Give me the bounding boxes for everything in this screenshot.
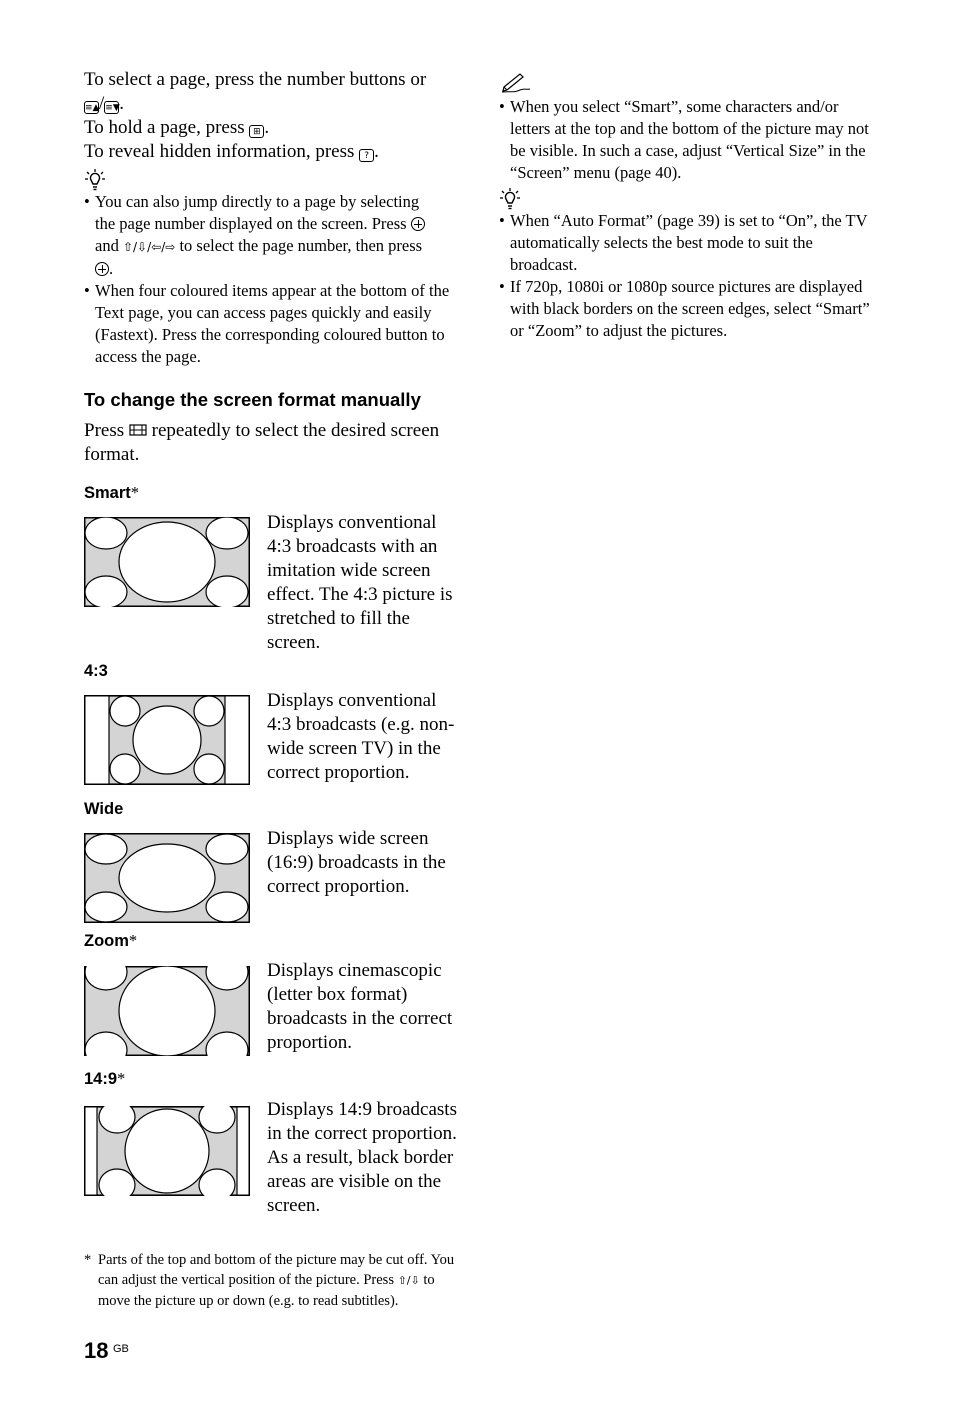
format-description-14-9: Displays 14:9 broadcasts in the correct proportion. As a result, black border areas are visible on the screen. — [267, 1099, 457, 1216]
page-up-icon: ≡▲ — [85, 103, 100, 113]
section-heading: To change the screen format manually — [84, 389, 421, 410]
14-9-format-diagram — [84, 1106, 250, 1196]
wide-format-diagram — [84, 833, 250, 923]
format-description-smart: Displays conventional 4:3 broadcasts with an imitation wide screen effect. The 4:3 picture is stretched to fill the screen. — [267, 512, 453, 653]
zoom-format-diagram — [84, 966, 250, 1056]
teletext-instructions — [84, 68, 456, 164]
ok-button-icon — [411, 217, 425, 231]
footnote: * Parts of the top and bottom of the picture may be cut off. You can adjust the vertical position of the picture. Press ⇧/⇩ to move the picture up or down (e.g. to read subtitles). — [84, 1252, 455, 1309]
4-3-format-diagram — [84, 695, 250, 785]
pencil-icon — [500, 72, 532, 94]
list-item: • When “Auto Format” (page 39) is set to “On”, the TV automatically selects the best mode to suit the broadcast. — [499, 211, 868, 274]
format-label-wide: Wide — [84, 800, 124, 818]
format-description-zoom: Displays cinemascopic (letter box format) broadcasts in the correct proportion. — [267, 960, 453, 1053]
arrow-buttons-icon: ⇧/⇩/⇦/⇨ — [122, 240, 176, 254]
page-number: 18 $^{GB}$ — [84, 1338, 129, 1363]
wide-mode-icon — [129, 423, 147, 437]
list-item: • When you select “Smart”, some characters and/or letters at the top and the bottom of the picture may not be visible. In such a case, adjust “Vertical Size” in the “Screen” menu (page 40). — [499, 97, 869, 182]
format-label-smart: Smart* — [84, 483, 140, 502]
reveal-line: To reveal hidden information, press ? . — [84, 141, 379, 162]
list-item: • You can also jump directly to a page by selecting the page number displayed on the screen. Press and ⇧/⇩/⇦/⇨ to select the page number, then press . — [84, 191, 456, 280]
format-label-4-3: 4:3 — [84, 662, 108, 680]
format-description-wide: Displays wide screen (16:9) broadcasts in the correct proportion. — [267, 828, 446, 897]
ok-button-icon — [95, 262, 109, 276]
lightbulb-icon — [84, 168, 106, 192]
tips-list-left — [84, 191, 456, 368]
notes-list-right — [499, 96, 871, 184]
page-down-icon: ≡▼ — [105, 103, 120, 113]
format-label-zoom: Zoom* — [84, 931, 138, 950]
list-item: • If 720p, 1080i or 1080p source pictures are displayed with black borders on the screen edges, select “Smart” or “Zoom” to adjust the pictures. — [499, 277, 870, 340]
hold-page-line: To hold a page, press ⊞ . — [84, 117, 270, 138]
smart-format-diagram — [84, 517, 250, 607]
select-page-line: To select a page, press the number buttons or ≡▲/≡▼. — [84, 69, 427, 114]
format-label-14-9: 14:9* — [84, 1069, 126, 1088]
hold-icon: ⊞ — [249, 125, 264, 138]
lightbulb-icon — [499, 187, 521, 211]
list-item: • When four coloured items appear at the bottom of the Text page, you can access pages quickly and easily (Fastext). Press the corresponding coloured button to access the page. — [84, 281, 450, 366]
up-down-arrow-icon: ⇧/⇩ — [397, 1274, 420, 1287]
reveal-icon: ? — [359, 149, 374, 162]
press-instruction: Press repeatedly to select the desired screen format. — [84, 420, 440, 465]
format-description-4-3: Displays conventional 4:3 broadcasts (e.g. non-wide screen TV) in the correct proportion. — [267, 690, 455, 783]
tips-list-right — [499, 210, 871, 342]
